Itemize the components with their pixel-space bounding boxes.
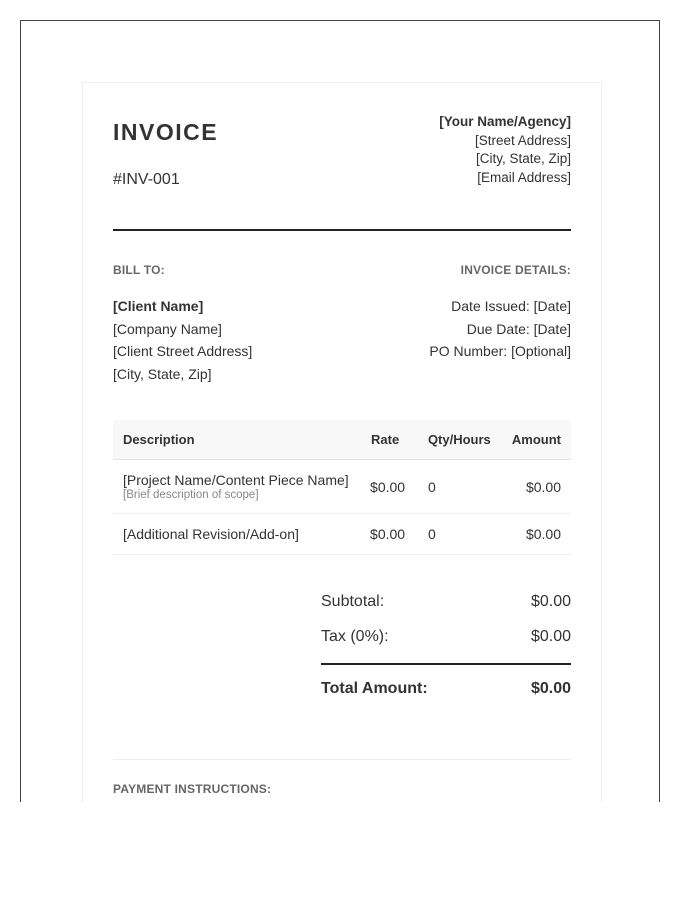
row-description-cell [113,460,361,514]
row-rate: $0.00 [361,514,418,555]
subtotal-value: $0.00 [530,593,571,610]
client-street: [Client Street Address] [113,343,253,359]
invoice-number: #INV-001 [113,171,180,188]
total-value: $0.00 [530,680,571,697]
table-header-row [113,420,571,460]
table-row [113,514,571,555]
invoice-details-label: INVOICE DETAILS: [460,263,571,277]
row-amount: $0.00 [502,514,571,555]
page-frame [20,20,660,802]
tax-row [321,625,571,660]
sender-email: [Email Address] [477,169,571,185]
payment-instructions-label: PAYMENT INSTRUCTIONS: [113,782,272,796]
row-rate: $0.00 [361,460,418,514]
due-date: Due Date: [Date] [466,320,571,337]
table-row [113,460,571,514]
sender-street: [Street Address] [474,132,571,148]
subtotal-row [321,590,571,625]
payment-divider [113,759,571,760]
line-items-table [113,420,571,555]
invoice-title: INVOICE [113,119,219,145]
sender-block [439,113,571,187]
tax-value: $0.00 [530,628,571,645]
total-row [321,677,571,712]
row-qty: 0 [418,514,502,555]
row-description: [Additional Revision/Add-on] [113,514,361,555]
totals-divider [321,663,571,665]
date-issued: Date Issued: [Date] [451,298,571,314]
tax-label: Tax (0%): [321,628,389,645]
header-divider [113,229,571,231]
col-description: Description [113,420,361,460]
subtotal-label: Subtotal: [321,593,385,610]
sender-name: [Your Name/Agency] [439,114,571,129]
bill-to-label: BILL TO: [113,263,165,277]
client-company: [Company Name] [113,320,222,337]
bill-to-block [113,263,252,385]
total-label: Total Amount: [321,680,428,697]
po-number: PO Number: [Optional] [429,343,571,359]
row-description-sub: [Brief description of scope] [123,489,259,501]
sender-city: [City, State, Zip] [475,151,571,166]
row-amount: $0.00 [502,460,571,514]
row-description: [Project Name/Content Piece Name] [123,472,349,488]
client-city: [City, State, Zip] [113,365,212,382]
col-amount: Amount [502,420,571,460]
invoice-details-block [429,263,571,363]
row-qty: 0 [418,460,502,514]
col-qty: Qty/Hours [418,420,502,460]
invoice-sheet [82,82,602,802]
col-rate: Rate [361,420,418,460]
totals-block [321,590,571,712]
client-name: [Client Name] [113,298,204,314]
